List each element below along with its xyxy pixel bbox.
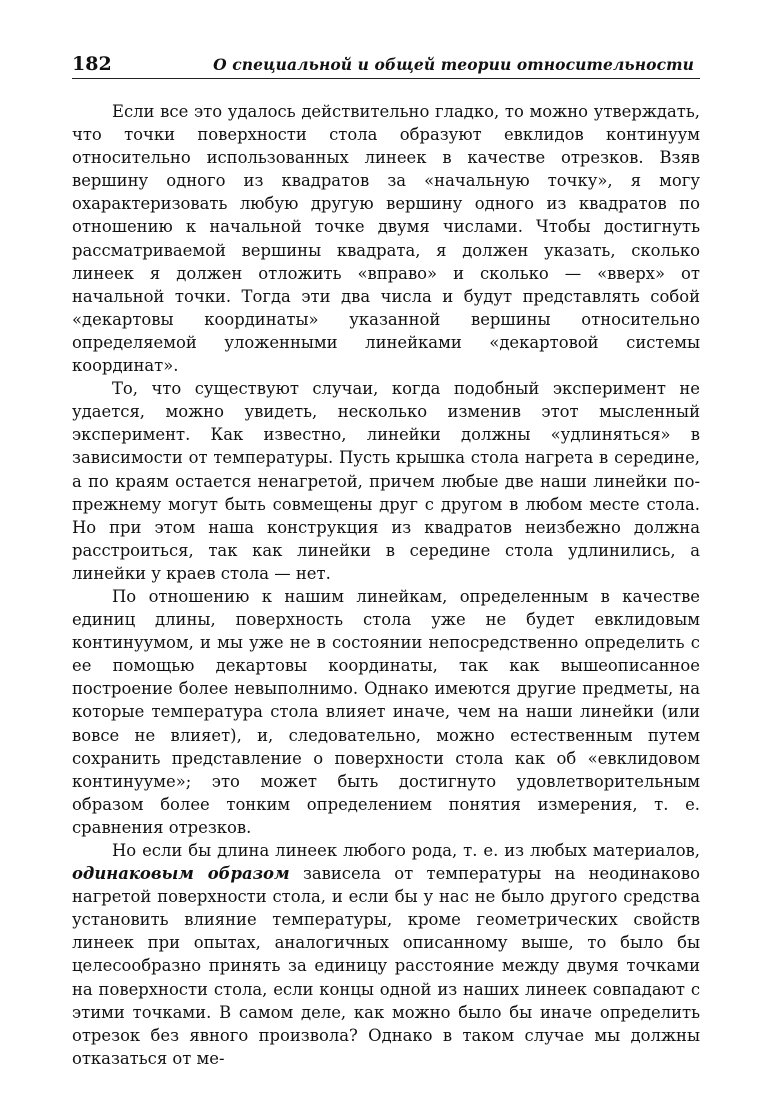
running-title: О специальной и общей теории относительности xyxy=(213,55,694,74)
page-number: 182 xyxy=(72,53,112,75)
emphasized-phrase: одинаковым образом xyxy=(72,864,290,884)
paragraph-4 xyxy=(72,839,700,1070)
paragraph-4-text-before: Но если бы длина линеек любого рода, т. е. из любых материалов, xyxy=(112,841,700,860)
paragraph-4-text-after: зависела от температуры на неодинаково нагретой поверхности стола, и если бы у нас не было другого средства установить влияние температуры, кроме геометрических свойств линеек при опытах, аналогичных описанному выше, то было бы целесообразно принять за единицу расстояние между двумя точками на поверхности стола, если концы одной из наших линеек совпадают с этими точками. В самом деле, как можно было бы иначе определить отрезок без явного произвола? Однако в таком случае мы должны отказаться от ме- xyxy=(72,864,701,1068)
paragraph-2: То, что существуют случаи, когда подобный эксперимент не удается, можно увидеть, несколько изменив этот мысленный эксперимент. Как известно, линейки должны «удлиняться» в зависимости от температуры. Пусть крышка стола нагрета в середине, а по краям остается ненагретой, причем любые две наши линейки по-прежнему могут быть совмещены друг с другом в любом месте стола. Но при этом наша конструкция из квадратов неизбежно должна расстроиться, так как линейки в середине стола удлинились, а линейки у краев стола — нет. xyxy=(72,379,700,583)
page-header xyxy=(72,50,700,79)
paragraph-1: Если все это удалось действительно гладко, то можно утверждать, что точки поверхности стола образуют евклидов континуум относительно использованных линеек в качестве отрезков. Взяв вершину одного из квадратов за «начальную точку», я могу охарактеризовать любую другую вершину одного из квадратов по отношению к начальной точке двумя числами. Чтобы достигнуть рассматриваемой вершины квадрата, я должен указать, сколько линеек я должен отложить «вправо» и сколько — «вверх» от начальной точки. Тогда эти два числа и будут представлять собой «декартовы координаты» указанной вершины относительно определяемой уложенными линейками «декартовой системы координат». xyxy=(72,102,700,376)
body-text xyxy=(72,100,700,1070)
paragraph-3: По отношению к нашим линейкам, определенным в качестве единиц длины, поверхность стола уже не будет евклидовым континуумом, и мы уже не в состоянии непосредственно определить с ее помощью декартовы координаты, так как вышеописанное построение более невыполнимо. Однако имеются другие предметы, на которые температура стола влияет иначе, чем на наши линейки (или вовсе не влияет), и, следовательно, можно естественным путем сохранить представление о поверхности стола как об «евклидовом континууме»; это может быть достигнуто удовлетворительным образом более тонким определением понятия измерения, т. е. сравнения отрезков. xyxy=(72,586,700,837)
